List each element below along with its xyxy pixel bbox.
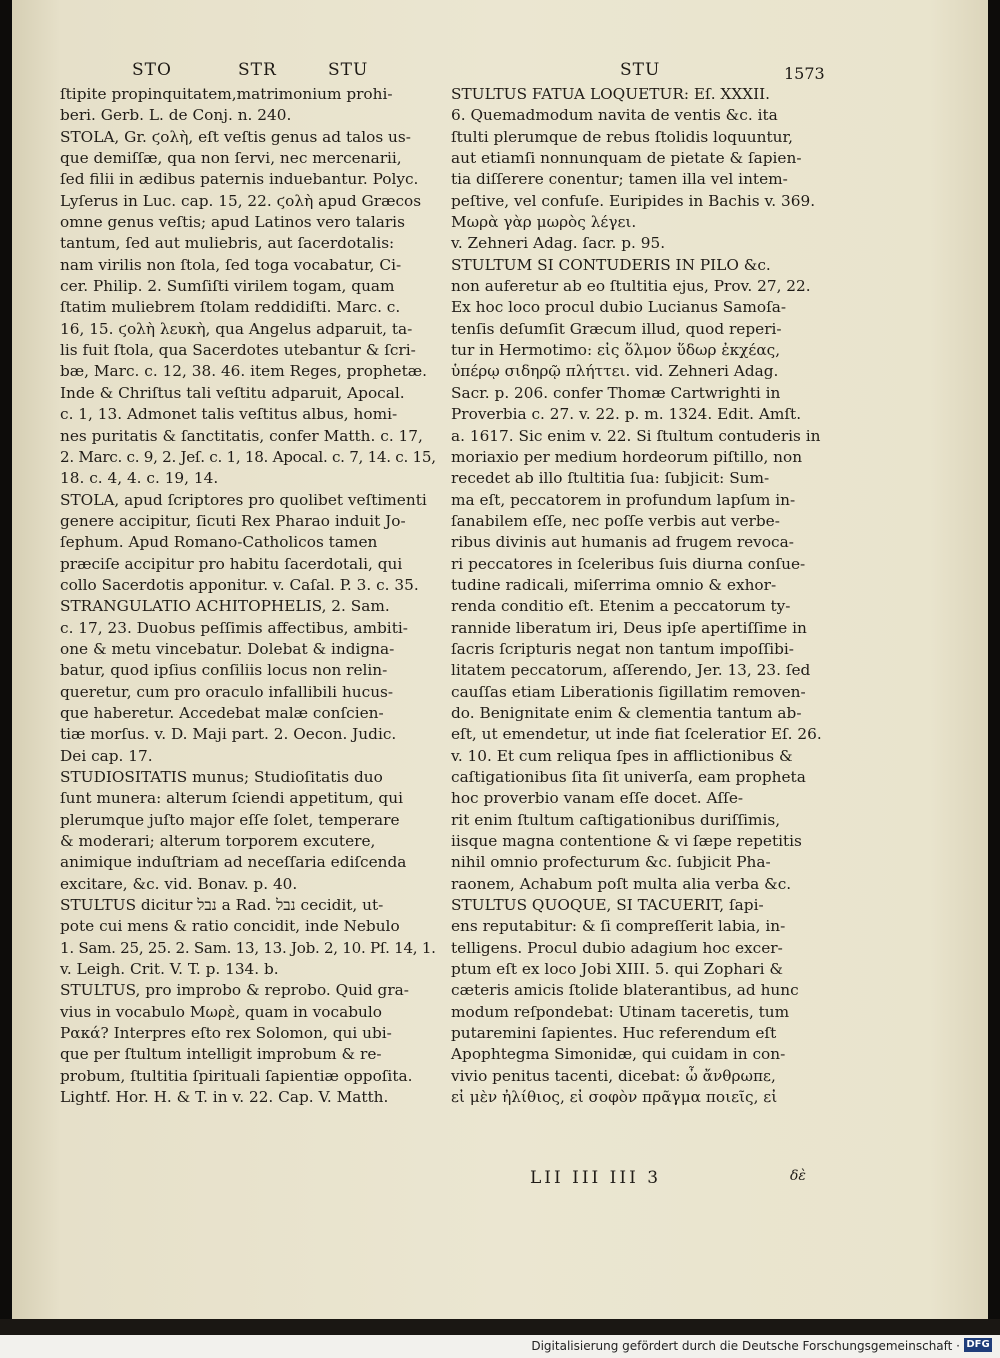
text-line: renda conditio eſt. Etenim a peccatorum ty-	[451, 597, 791, 616]
text-line: nes puritatis & ſanctitatis, confer Matth. c. 17,	[60, 426, 423, 445]
running-head-left-1: STO	[132, 60, 172, 80]
text-line: 2. Marc. c. 9, 2. Jeſ. c. 1, 18. Apocal. c. 7, 14. c. 15,	[60, 447, 436, 466]
text-line: nam virilis non ſtola, ſed toga vocabatur, Ci-	[60, 255, 402, 274]
text-line: Μωρὰ γὰρ μωρὸς λέγει.	[451, 213, 637, 232]
text-line: hoc proverbio vanam eſſe docet. Aſſe-	[451, 789, 744, 808]
text-line: & moderari; alterum torporem excutere,	[60, 832, 376, 851]
text-line: ſacris ſcripturis negat non tantum impoſſibi-	[451, 639, 794, 658]
text-line: collo Sacerdotis apponitur. v. Caſal. P. 3. c. 35.	[60, 575, 419, 594]
text-line: omne genus veſtis; apud Latinos vero talaris	[60, 213, 405, 232]
text-line: v. Leigh. Crit. V. T. p. 134. b.	[60, 960, 279, 979]
text-line: 6. Quemadmodum navita de ventis &c. ita	[451, 106, 778, 125]
text-line: Inde & Chriſtus tali veſtitu adparuit, Apocal.	[60, 383, 405, 402]
text-line: ma eſt, peccatorem in profundum lapſum in-	[451, 490, 796, 509]
text-line: beri. Gerb. L. de Conj. n. 240.	[60, 106, 292, 125]
running-head-right: STU	[620, 60, 661, 80]
running-head-left-3: STU	[328, 60, 369, 80]
text-line: que per ſtultum intelligit improbum & re-	[60, 1045, 382, 1064]
text-line: ſephum. Apud Romano-Catholicos tamen	[60, 533, 378, 552]
signature-mark: LII III III 3	[530, 1168, 662, 1188]
text-line: Ρακά? Interpres eſto rex Solomon, qui ubi-	[60, 1024, 392, 1043]
text-line: ri peccatores in ſceleribus ſuis diurna conſue-	[451, 554, 806, 573]
text-line: 1. Sam. 25, 25. 2. Sam. 13, 13. Job. 2, 10. Pſ. 14, 1.	[60, 938, 436, 957]
text-line: cæteris amicis ſtolide blaterantibus, ad hunc	[451, 981, 799, 1000]
text-line: ὑπέρῳ σιδηρῷ πλήττει. vid. Zehneri Adag.	[451, 362, 779, 381]
text-line: recedet ab illo ſtultitia ſua: ſubjicit: Sum-	[451, 469, 770, 488]
text-line: nihil omnio profecturum &c. ſubjicit Pha-	[451, 853, 771, 872]
scan-edge-bottom	[0, 1319, 1000, 1335]
text-line: STUDIOSITATIS munus; Studioſitatis duo	[60, 768, 383, 786]
text-line: aut etiamſi nonnunquam de pietate & ſapien-	[451, 149, 802, 168]
text-line: tantum, ſed aut muliebris, aut ſacerdotalis:	[60, 234, 395, 253]
text-line: plerumque juſto major eſſe ſolet, temperare	[60, 810, 400, 829]
text-line: eſt, ut emendetur, ut inde fiat ſceleratior Eſ. 26.	[451, 725, 822, 744]
text-line: do. Benignitate enim & clementia tantum ab-	[451, 703, 802, 722]
text-line: 18. c. 4, 4. c. 19, 14.	[60, 469, 219, 488]
text-line: præciſe accipitur pro habitu ſacerdotali, qui	[60, 554, 403, 573]
text-line: Dei cap. 17.	[60, 746, 153, 765]
text-line: tudine radicali, miſerrima omnio & exhor-	[451, 575, 777, 594]
text-line: Proverbia c. 27. v. 22. p. m. 1324. Edit. Amſt.	[451, 405, 802, 424]
left-column	[60, 84, 436, 1109]
text-line: a. 1617. Sic enim v. 22. Si ſtultum contuderis in	[451, 426, 821, 445]
text-line: excitare, &c. vid. Bonav. p. 40.	[60, 874, 298, 893]
text-line: STULTUS dicitur נבל a Rad. נבל cecidit, ut-	[60, 896, 384, 915]
text-line: caſtigationibus ſita ſit univerſa, eam propheta	[451, 768, 806, 786]
text-line: vivio penitus tacenti, dicebat: ὦ ἄνθρωπε,	[451, 1066, 776, 1085]
text-line: batur, quod ipſius conſiliis locus non relin-	[60, 661, 388, 680]
scan-edge-right	[988, 0, 1000, 1335]
text-line: STULTUS, pro improbo & reprobo. Quid gra-	[60, 981, 409, 1000]
text-line: bæ, Marc. c. 12, 38. 46. item Reges, prophetæ.	[60, 362, 427, 381]
text-line: genere accipitur, ſicuti Rex Pharao induit Jo-	[60, 511, 406, 530]
text-line: cer. Philip. 2. Sumſiſti virilem togam, quam	[60, 277, 395, 296]
text-line: que haberetur. Accedebat malæ conſcien-	[60, 703, 384, 722]
text-line: 16, 15. ϛολὴ λευκὴ, qua Angelus adparuit, ta-	[60, 319, 413, 338]
text-line: non auferetur ab eo ſtultitia ejus, Prov. 27, 22.	[451, 277, 811, 296]
text-line: Lyſerus in Luc. cap. 15, 22. ϛολὴ apud Græcos	[60, 191, 422, 210]
text-line: Ex hoc loco procul dubio Lucianus Samoſa-	[451, 298, 787, 317]
text-line: ribus divinis aut humanis ad frugem revoca-	[451, 533, 794, 552]
text-line: STOLA, apud ſcriptores pro quolibet veſtimenti	[60, 490, 427, 509]
text-line: litatem peccatorum, aſſerendo, Jer. 13, 23. ſed	[451, 661, 811, 680]
text-line: rit enim ſtultum caſtigationibus duriſſimis,	[451, 810, 781, 829]
text-line: STULTUS FATUA LOQUETUR: Eſ. XXXII.	[451, 85, 771, 103]
text-line: εἰ μὲν ἠλίθιος, εἰ σοφὸν πρᾶγμα ποιεῖς, εἰ	[451, 1088, 778, 1107]
text-line: STULTUS QUOQUE, SI TACUERIT, ſapi-	[451, 896, 764, 915]
text-line: c. 1, 13. Admonet talis veſtitus albus, homi-	[60, 405, 398, 424]
text-line: vius in vocabulo Μωρὲ, quam in vocabulo	[60, 1002, 382, 1021]
text-line: lis fuit ſtola, qua Sacerdotes utebantur & ſcri-	[60, 341, 416, 360]
text-line: ptum eſt ex loco Jobi XIII. 5. qui Zophari &	[451, 960, 783, 979]
text-line: pote cui mens & ratio concidit, inde Nebulo	[60, 917, 400, 936]
text-line: moriaxio per medium hordeorum piſtillo, non	[451, 447, 803, 466]
text-line: raonem, Achabum poſt multa alia verba &c.	[451, 874, 792, 893]
catchword: δὲ	[790, 1168, 806, 1184]
text-line: v. Zehneri Adag. ſacr. p. 95.	[451, 234, 666, 253]
dfg-logo: DFG	[964, 1338, 992, 1352]
text-line: peſtive, vel confuſe. Euripides in Bachis v. 369.	[451, 191, 816, 210]
text-line: que demiſſæ, qua non ſervi, nec mercenarii,	[60, 149, 402, 168]
text-line: modum reſpondebat: Utinam taceretis, tum	[451, 1002, 790, 1021]
text-line: probum, ſtultitia ſpirituali ſapientiæ oppoſita.	[60, 1066, 413, 1085]
text-line: STOLA, Gr. ϛολὴ, eſt veſtis genus ad talos us-	[60, 127, 411, 146]
text-line: Lightf. Hor. H. & T. in v. 22. Cap. V. Matth.	[60, 1088, 389, 1107]
text-line: ſtulti plerumque de rebus ſtolidis loquuntur,	[451, 127, 793, 146]
text-line: animique induſtriam ad neceſſaria ediſcenda	[60, 853, 407, 872]
text-line: telligens. Procul dubio adagium hoc excer-	[451, 938, 783, 957]
funding-notice: Digitalisierung gefördert durch die Deutsche Forschungsgemeinschaft ·	[531, 1339, 960, 1353]
text-line: Apophtegma Simonidæ, qui cuidam in con-	[451, 1045, 786, 1064]
text-line: STULTUM SI CONTUDERIS IN PILO &c.	[451, 255, 771, 274]
scan-edge-left	[0, 0, 12, 1335]
text-line: cauſſas etiam Liberationis ſigillatim removen-	[451, 682, 806, 701]
text-line: tia diſſerere conentur; tamen illa vel intem-	[451, 170, 788, 189]
text-line: Sacr. p. 206. confer Thomæ Cartwrighti in	[451, 383, 781, 402]
text-line: putaremini ſapientes. Huc referendum eſt	[451, 1024, 777, 1043]
text-line: ſunt munera: alterum ſciendi appetitum, qui	[60, 789, 403, 808]
text-line: tur in Hermotimo: εἰς ὅλμον ὕδωρ ἐκχέας,	[451, 341, 781, 360]
text-line: tenſis deſumſit Græcum illud, quod reperi-	[451, 319, 782, 338]
text-line: one & metu vincebatur. Dolebat & indigna-	[60, 639, 395, 658]
page-number: 1573	[784, 64, 825, 83]
running-head-left-2: STR	[238, 60, 277, 80]
text-line: ſed filii in ædibus paternis induebantur. Polyc.	[60, 170, 419, 189]
text-line: ſtatim muliebrem ſtolam reddidiſti. Marc. c.	[60, 298, 401, 317]
text-line: v. 10. Et cum reliqua ſpes in afflictionibus &	[451, 746, 793, 765]
text-line: STRANGULATIO ACHITOPHELIS, 2. Sam.	[60, 597, 390, 616]
text-line: tiæ morſus. v. D. Maji part. 2. Oecon. Judic.	[60, 725, 397, 744]
text-line: ens reputabitur: & ſi compreſſerit labia, in-	[451, 917, 786, 936]
text-line: queretur, cum pro oraculo infallibili hucus-	[60, 682, 394, 701]
right-column	[451, 84, 823, 1109]
text-line: iisque magna contentione & vi ſæpe repetitis	[451, 832, 802, 851]
text-line: rannide liberatum iri, Deus ipſe apertiſſime in	[451, 618, 807, 637]
text-line: c. 17, 23. Duobus peſſimis affectibus, ambiti-	[60, 618, 408, 637]
text-line: ſtipite propinquitatem,matrimonium prohi-	[60, 85, 393, 103]
text-line: ſanabilem eſſe, nec poſſe verbis aut verbe-	[451, 511, 780, 530]
